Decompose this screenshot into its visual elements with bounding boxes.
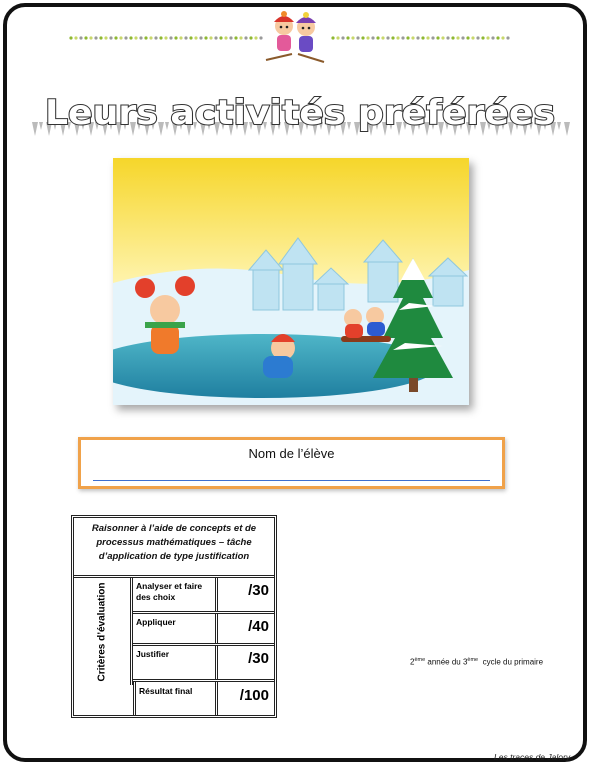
final-result-label: Résultat final bbox=[139, 686, 193, 696]
criterion-row bbox=[133, 578, 274, 614]
criterion-score: /40 bbox=[215, 614, 274, 643]
criterion-row bbox=[133, 646, 274, 682]
student-name-line[interactable] bbox=[93, 480, 490, 481]
criteria-column bbox=[74, 578, 133, 685]
final-result-row bbox=[133, 682, 274, 715]
footer-credit: Les traces de Jalory bbox=[494, 752, 571, 762]
evaluation-table bbox=[71, 515, 277, 718]
criterion-row bbox=[133, 614, 274, 646]
evaluation-heading: Raisonner à l’aide de concepts et de processus mathématiques – tâche d’application de type justification bbox=[74, 518, 274, 578]
decorative-dot-line-right bbox=[330, 34, 512, 42]
criterion-score: /30 bbox=[215, 578, 274, 611]
student-name-box bbox=[78, 437, 505, 489]
final-result-score: /100 bbox=[215, 682, 274, 715]
decorative-dot-line-left bbox=[68, 34, 268, 42]
criterion-label: Justifier bbox=[136, 649, 170, 659]
page-title-text: Leurs activités préférées bbox=[45, 93, 555, 133]
criterion-label: Analyser et faire des choix bbox=[136, 581, 203, 602]
student-name-label: Nom de l’élève bbox=[248, 446, 335, 461]
criteria-label: Critères d’évaluation bbox=[96, 582, 108, 681]
table-blank-cell bbox=[74, 685, 133, 715]
kids-skiing-illustration bbox=[262, 10, 328, 66]
criterion-label: Appliquer bbox=[136, 617, 176, 627]
page-title bbox=[30, 88, 570, 144]
criterion-score: /30 bbox=[215, 646, 274, 679]
grade-level-text: 2ème année du 3ème cycle du primaire bbox=[410, 657, 544, 667]
winter-scene-illustration bbox=[113, 158, 469, 405]
